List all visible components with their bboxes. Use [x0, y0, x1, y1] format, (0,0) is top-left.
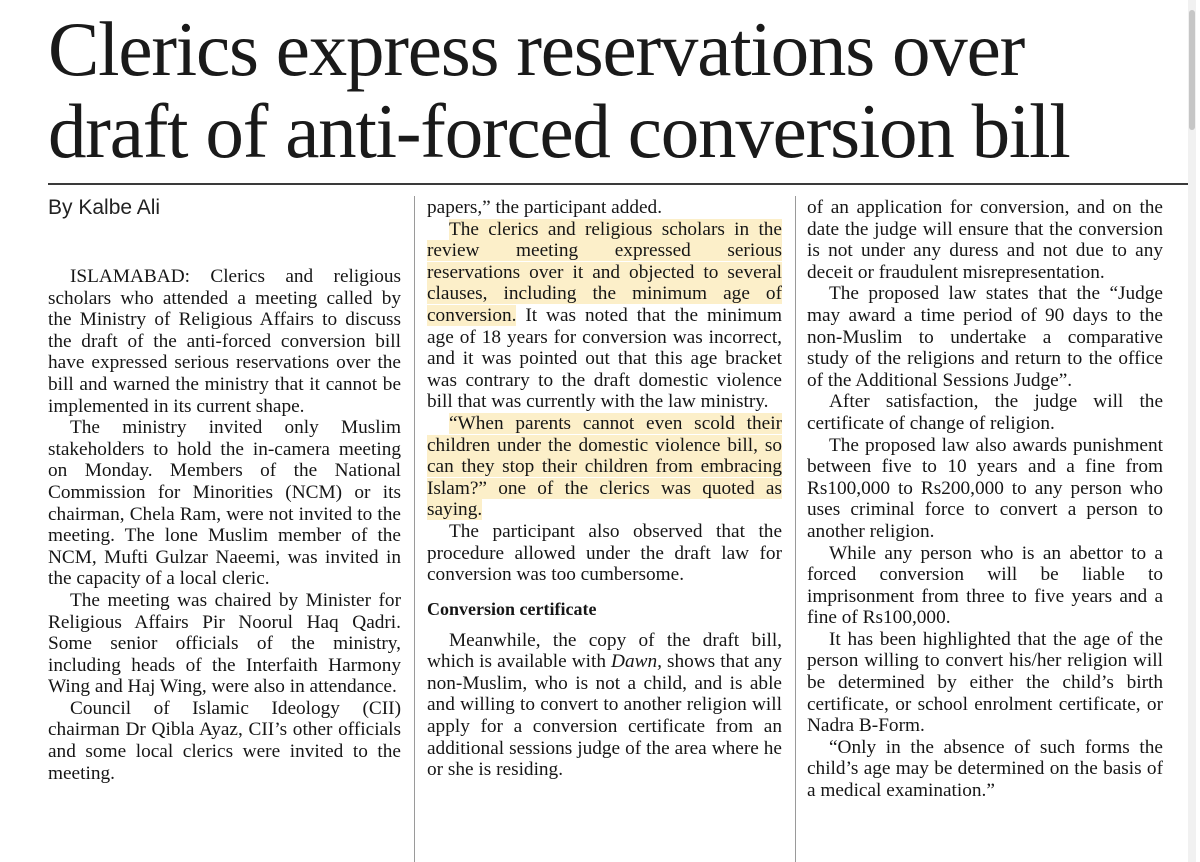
column-divider	[414, 196, 415, 862]
paragraph: While any person who is an abettor to a forced conversion will be liable to imprisonment from three to five years and a fine of Rs100,000.	[807, 542, 1163, 629]
column-divider	[795, 196, 796, 862]
paragraph: Meanwhile, the copy of the draft bill, which is available with Dawn, shows that any non-Muslim, who is not a child, and is able and willing to convert to another religion will apply for a conversion certificate from an additional sessions judge of the area where he or she is residing.	[427, 629, 782, 781]
paragraph: After satisfaction, the judge will the certificate of change of religion.	[807, 391, 1163, 434]
paragraph: The ministry invited only Muslim stakeholders to hold the in-camera meeting on Monday. Members of the National Commission for Minorities (NCM) or its chairman, Chela Ram, were not invited to the meeting. The lone Muslim member of the NCM, Mufti Gulzar Naeemi, was invited in the capacity of a local cleric.	[48, 417, 401, 590]
paragraph: The proposed law also awards punishment between five to 10 years and a fine from Rs100,000 to Rs200,000 to any person who uses criminal force to convert a person to another religion.	[807, 434, 1163, 542]
publication-name: Dawn,	[611, 651, 662, 673]
paragraph	[427, 413, 782, 521]
headline-line-2: draft of anti-forced conversion bill	[48, 88, 1070, 174]
highlighted-quote: “When parents cannot even scold their children under the domestic violence bill, so can they stop their children from embracing Islam?” one of the clerics was quoted as saying.	[427, 412, 782, 521]
paragraph-text: It was noted that the minimum age of 18 years for conversion was incorrect, and it was pointed out that this age bracket was contrary to the draft domestic violence bill that was currently with the law ministry.	[427, 304, 782, 413]
paragraph: The meeting was chaired by Minister for Religious Affairs Pir Noorul Haq Qadri. Some senior officials of the ministry, including heads of the Interfaith Harmony Wing and Haj Wing, were also in attendance.	[48, 589, 401, 698]
article-column-3	[807, 187, 1163, 862]
section-subhead: Conversion certificate	[427, 598, 597, 619]
paragraph: papers,” the participant added.	[427, 197, 663, 218]
article-column-1	[48, 187, 401, 862]
paragraph	[427, 219, 782, 413]
byline: By Kalbe Ali	[48, 196, 161, 219]
paragraph: of an application for conversion, and on the date the judge will ensure that the conversion is not under any duress and not due to any deceit or fraudulent misrepresentation.	[807, 197, 1163, 283]
headline-line-1: Clerics express reservations over	[48, 6, 1025, 92]
paragraph: “Only in the absence of such forms the child’s age may be determined on the basis of a medical examination.”	[807, 736, 1163, 802]
vertical-scrollbar[interactable]	[1188, 0, 1196, 862]
article-column-2	[427, 187, 782, 862]
scrollbar-thumb[interactable]	[1189, 10, 1195, 130]
paragraph: The participant also observed that the procedure allowed under the draft law for conversion was too cumbersome.	[427, 520, 782, 586]
paragraph: It has been highlighted that the age of the person willing to convert his/her religion will be determined by either the child’s birth certificate, or school enrolment certificate, or Nadra B-Form.	[807, 628, 1163, 737]
headline-rule	[48, 183, 1188, 185]
article-headline	[48, 8, 1188, 172]
paragraph: The proposed law states that the “Judge may award a time period of 90 days to the non-Muslim to undertake a comparative study of the religions and return to the office of the Additional Sessions Judge”.	[807, 283, 1163, 391]
paragraph: Council of Islamic Ideology (CII) chairman Dr Qibla Ayaz, CII’s other officials and some local clerics were invited to the meeting.	[48, 697, 401, 784]
highlighted-text: The clerics and religious scholars in the review meeting expressed serious reservations over it and objected to several clauses, including the minimum age of conversion.	[427, 218, 782, 326]
paragraph: ISLAMABAD: Clerics and religious scholars who attended a meeting called by the Ministry of Religious Affairs to discuss the draft of the anti-forced conversion bill have expressed serious reservations over the bill and warned the ministry that it cannot be implemented in its current shape.	[48, 266, 401, 417]
